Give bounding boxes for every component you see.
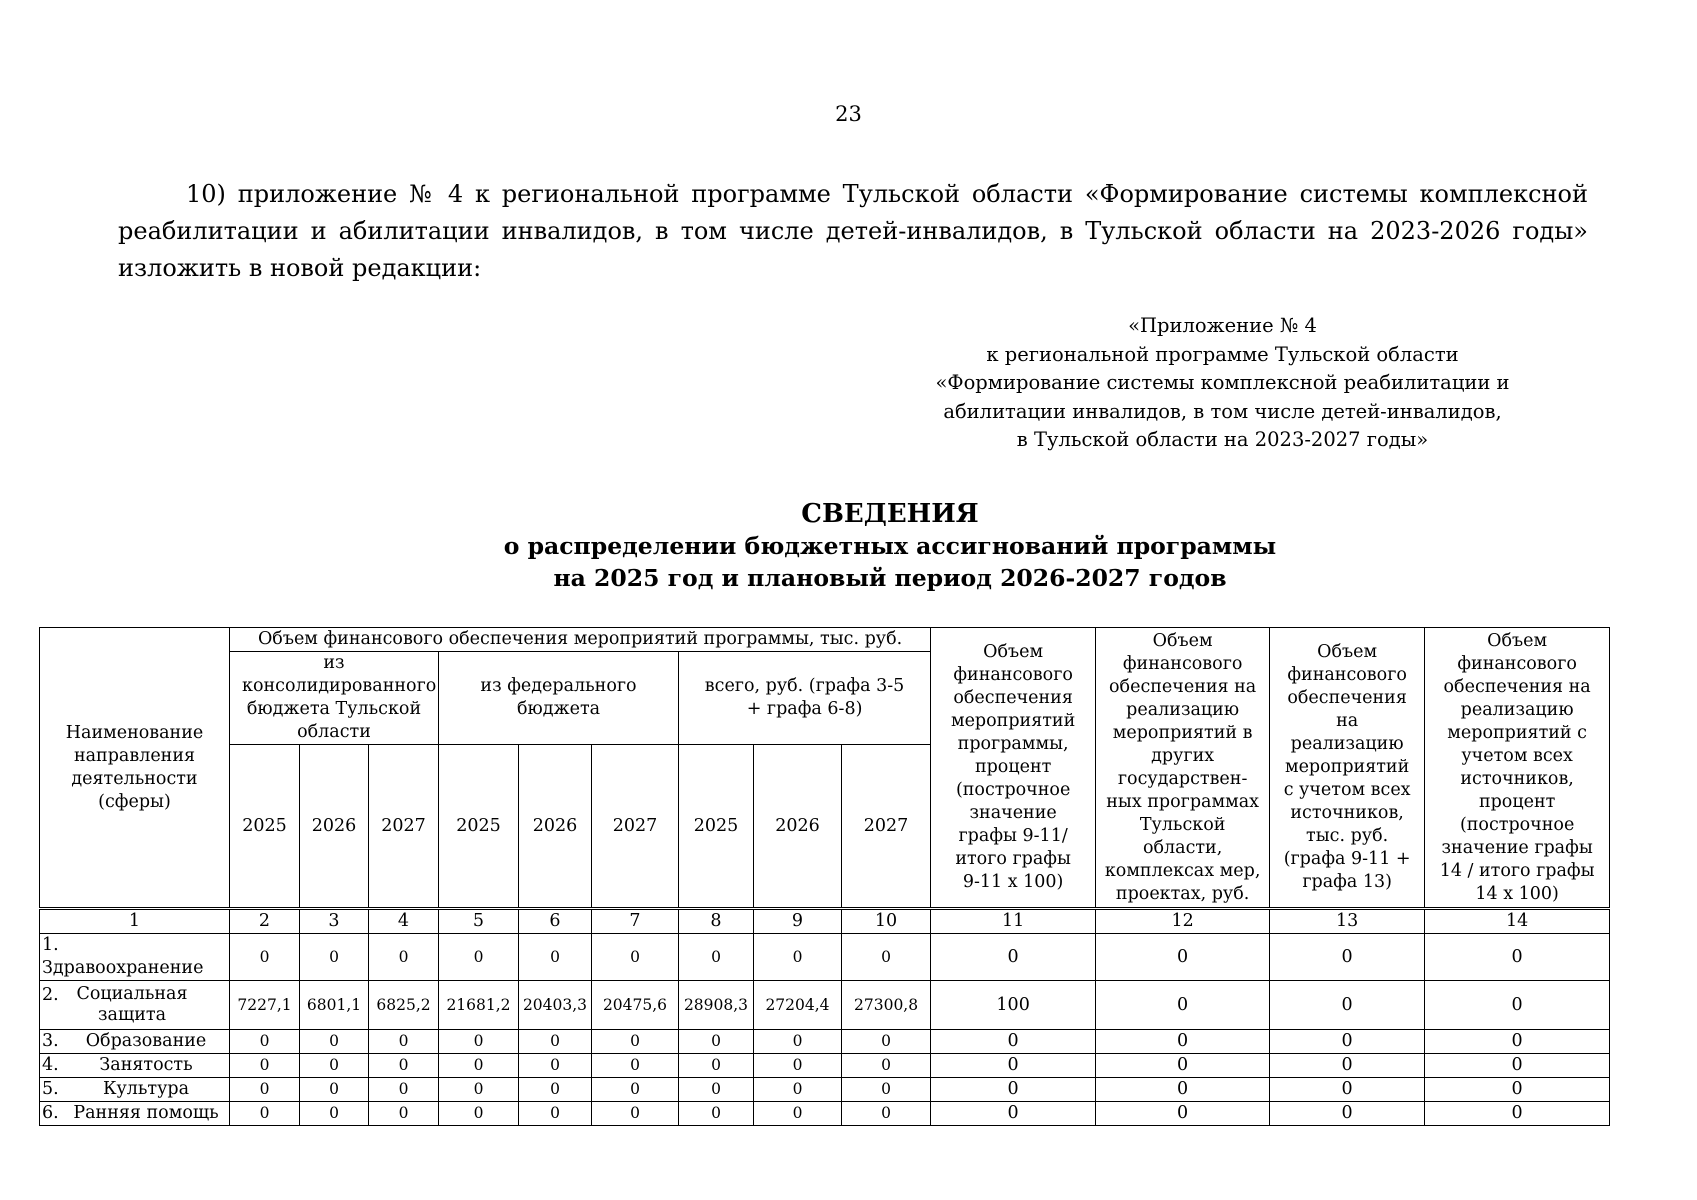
annex-line: в Тульской области на 2023-2027 годы» [1016, 428, 1429, 451]
column-number: 4 [369, 909, 439, 934]
value-cell: 0 [369, 1078, 439, 1102]
value-cell: 0 [230, 1102, 300, 1126]
value-cell: 20475,6 [592, 981, 679, 1030]
value-cell: 0 [679, 1054, 754, 1078]
value-cell: 0 [1270, 981, 1425, 1030]
value-cell: 0 [1096, 1054, 1270, 1078]
column-number: 13 [1270, 909, 1425, 934]
intro-text: 10) приложение № 4 к региональной программе Тульской области «Формирование системы комплексной реабилитации и абилитации инвалидов, в том числе детей-инвалидов, в Тульской области на 2023-2026 годы» изложить в новой редакции: [118, 180, 1588, 282]
value-cell: 0 [519, 1078, 592, 1102]
value-cell: 0 [230, 1030, 300, 1054]
value-cell: 0 [592, 934, 679, 981]
title-subheading: на 2025 год и плановый период 2026-2027 годов [553, 564, 1227, 592]
row-name: Здравоохранение [42, 958, 204, 978]
value-cell: 20403,3 [519, 981, 592, 1030]
value-cell: 0 [679, 1078, 754, 1102]
value-cell: 0 [1096, 1102, 1270, 1126]
value-cell: 0 [300, 1054, 369, 1078]
table-row [40, 1054, 1610, 1078]
value-cell: 0 [519, 934, 592, 981]
row-number: 4. [42, 1055, 59, 1075]
title-heading: СВЕДЕНИЯ [801, 499, 979, 529]
header-year: 2025 [679, 745, 754, 909]
row-name: Культура [102, 1079, 190, 1099]
value-cell: 0 [1425, 1030, 1610, 1054]
value-cell: 0 [1096, 1030, 1270, 1054]
value-cell: 0 [1425, 934, 1610, 981]
value-cell: 6825,2 [369, 981, 439, 1030]
header-total: всего, руб. (графа 3-5 + графа 6-8) [679, 652, 931, 745]
row-name-cell [40, 981, 230, 1030]
value-cell: 0 [842, 1030, 931, 1054]
value-cell: 0 [1425, 1102, 1610, 1126]
header-federal-budget: из федерального бюджета [439, 652, 679, 745]
header-activity-name: Наименование направления деятельности (сферы) [40, 628, 230, 909]
value-cell: 0 [842, 1078, 931, 1102]
header-col-14: Объем финансового обеспечения на реализацию мероприятий с учетом всех источников, процент (построчное значение графы 14 / итого графы 14 х 100) [1425, 628, 1610, 909]
column-number: 10 [842, 909, 931, 934]
budget-table [39, 627, 1610, 1126]
column-number: 14 [1425, 909, 1610, 934]
row-number: 2. [42, 985, 59, 1005]
value-cell: 6801,1 [300, 981, 369, 1030]
value-cell: 0 [230, 1078, 300, 1102]
column-number: 3 [300, 909, 369, 934]
row-name: Ранняя помощь [73, 1103, 219, 1123]
column-number: 7 [592, 909, 679, 934]
value-cell: 0 [1425, 1078, 1610, 1102]
value-cell: 0 [842, 934, 931, 981]
value-cell: 0 [754, 1078, 842, 1102]
table-row [40, 981, 1610, 1030]
value-cell: 0 [230, 934, 300, 981]
value-cell: 28908,3 [679, 981, 754, 1030]
value-cell: 0 [300, 934, 369, 981]
value-cell: 0 [519, 1102, 592, 1126]
intro-paragraph [118, 176, 1588, 287]
value-cell: 0 [1425, 981, 1610, 1030]
value-cell: 0 [931, 934, 1096, 981]
value-cell: 0 [230, 1054, 300, 1078]
value-cell: 0 [931, 1030, 1096, 1054]
row-name: Социальная защита [76, 984, 188, 1025]
value-cell: 0 [1270, 1030, 1425, 1054]
table-row [40, 1078, 1610, 1102]
row-number: 5. [42, 1079, 59, 1099]
value-cell: 0 [592, 1102, 679, 1126]
column-number: 8 [679, 909, 754, 934]
value-cell: 0 [931, 1054, 1096, 1078]
header-col-11: Объем финансового обеспечения мероприятий программы, процент (построчное значение графы 9-11/ итого графы 9-11 х 100) [931, 628, 1096, 909]
header-regional-budget: из консолидированного бюджета Тульской области [230, 652, 439, 745]
value-cell: 0 [519, 1054, 592, 1078]
value-cell: 0 [439, 1102, 519, 1126]
value-cell: 0 [931, 1102, 1096, 1126]
header-year: 2026 [519, 745, 592, 909]
row-name-cell [40, 1078, 230, 1102]
header-year: 2026 [754, 745, 842, 909]
value-cell: 0 [439, 934, 519, 981]
value-cell: 0 [1096, 934, 1270, 981]
header-funding-group: Объем финансового обеспечения мероприятий программы, тыс. руб. [230, 628, 931, 652]
value-cell: 0 [754, 1030, 842, 1054]
row-number: 6. [42, 1103, 59, 1123]
title-subheading: о распределении бюджетных ассигнований программы [503, 532, 1277, 560]
table-row [40, 1102, 1610, 1126]
page-number: 23 [835, 102, 862, 126]
row-name-cell [40, 1030, 230, 1054]
value-cell: 0 [754, 934, 842, 981]
header-year: 2025 [230, 745, 300, 909]
value-cell: 0 [300, 1102, 369, 1126]
row-name-cell [40, 934, 230, 981]
value-cell: 0 [679, 1102, 754, 1126]
table-row [40, 934, 1610, 981]
table-row [40, 1030, 1610, 1054]
value-cell: 0 [439, 1054, 519, 1078]
value-cell: 0 [679, 1030, 754, 1054]
annex-line: абилитации инвалидов, в том числе детей-инвалидов, [943, 399, 1502, 423]
value-cell: 0 [842, 1054, 931, 1078]
document-title [400, 498, 1380, 594]
column-number: 9 [754, 909, 842, 934]
value-cell: 0 [1270, 1078, 1425, 1102]
value-cell: 21681,2 [439, 981, 519, 1030]
header-col-12: Объем финансового обеспечения на реализацию мероприятий в других государствен-ных программах Тульской области, комплексах мер, проектах, руб. [1096, 628, 1270, 909]
row-name: Занятость [99, 1055, 193, 1075]
column-number: 11 [931, 909, 1096, 934]
annex-line: «Формирование системы комплексной реабилитации и [935, 371, 1510, 394]
row-name: Образование [85, 1031, 207, 1051]
row-number: 1. [42, 935, 59, 955]
value-cell: 0 [519, 1030, 592, 1054]
row-number: 3. [42, 1031, 59, 1051]
value-cell: 0 [300, 1078, 369, 1102]
value-cell: 7227,1 [230, 981, 300, 1030]
value-cell: 0 [592, 1054, 679, 1078]
value-cell: 0 [369, 1030, 439, 1054]
header-year: 2025 [439, 745, 519, 909]
column-number: 12 [1096, 909, 1270, 934]
annex-line: к региональной программе Тульской области [986, 342, 1459, 366]
value-cell: 100 [931, 981, 1096, 1030]
value-cell: 0 [439, 1030, 519, 1054]
column-number: 1 [40, 909, 230, 934]
value-cell: 0 [369, 1054, 439, 1078]
value-cell: 0 [369, 1102, 439, 1126]
value-cell: 0 [754, 1102, 842, 1126]
value-cell: 0 [679, 934, 754, 981]
value-cell: 27300,8 [842, 981, 931, 1030]
header-year: 2027 [592, 745, 679, 909]
value-cell: 0 [1270, 1102, 1425, 1126]
value-cell: 0 [369, 934, 439, 981]
value-cell: 0 [439, 1078, 519, 1102]
header-year: 2026 [300, 745, 369, 909]
column-number: 5 [439, 909, 519, 934]
value-cell: 0 [1425, 1054, 1610, 1078]
value-cell: 0 [842, 1102, 931, 1126]
column-number: 2 [230, 909, 300, 934]
value-cell: 0 [1270, 934, 1425, 981]
value-cell: 0 [1096, 1078, 1270, 1102]
annex-reference [915, 312, 1530, 455]
value-cell: 0 [931, 1078, 1096, 1102]
value-cell: 0 [1270, 1054, 1425, 1078]
header-col-13: Объем финансового обеспечения на реализацию мероприятий с учетом всех источников, тыс. руб. (графа 9-11 + графа 13) [1270, 628, 1425, 909]
column-number-row [40, 909, 1610, 934]
header-year: 2027 [842, 745, 931, 909]
value-cell: 0 [592, 1030, 679, 1054]
column-number: 6 [519, 909, 592, 934]
value-cell: 0 [1096, 981, 1270, 1030]
annex-line: «Приложение № 4 [1128, 314, 1317, 337]
value-cell: 27204,4 [754, 981, 842, 1030]
value-cell: 0 [754, 1054, 842, 1078]
value-cell: 0 [300, 1030, 369, 1054]
row-name-cell [40, 1054, 230, 1078]
table-header-row [40, 628, 1610, 652]
row-name-cell [40, 1102, 230, 1126]
value-cell: 0 [592, 1078, 679, 1102]
header-year: 2027 [369, 745, 439, 909]
